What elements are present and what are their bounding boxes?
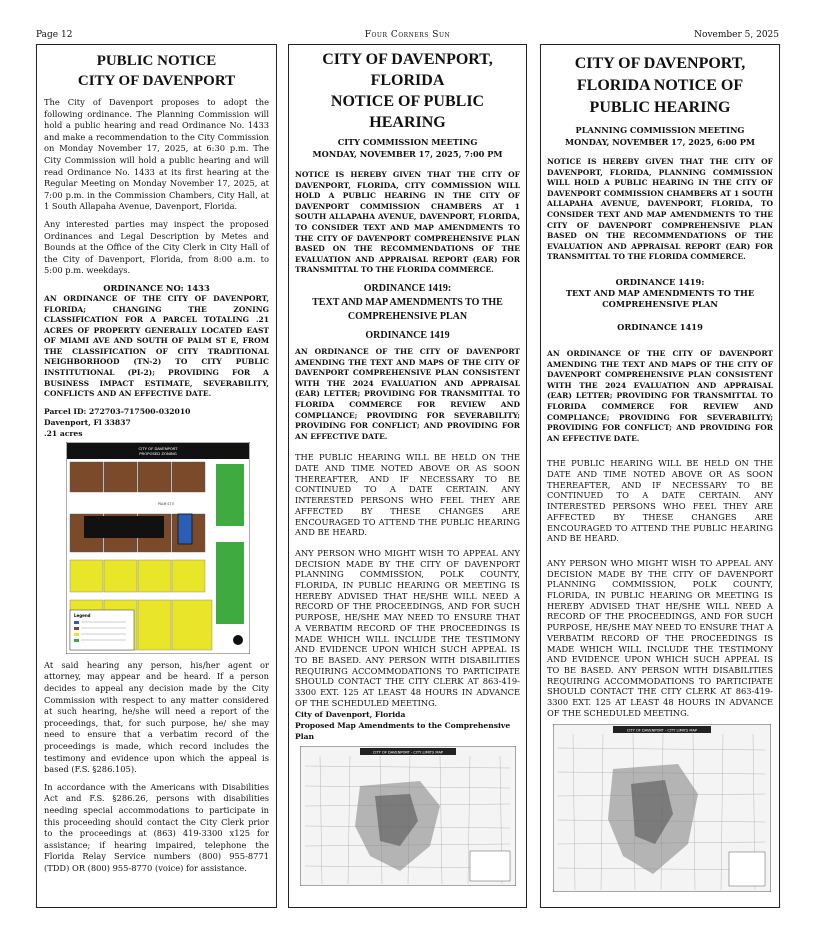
intro-paragraph: The City of Davenport proposes to adopt the following ordinance. The Planning Commission will hold a public hearing and read Ordinance No. 1433 and make a recommendation to the City Commission on Monday November 17, 2025, at 6:30 p.m. The City Commission will hold a public hearing and will read Ordinance No. 1433 at its first hearing at the Regular Meeting on Monday November 17, 2025, at 7:00 p.m. in the Commission Chambers, City Hall, at 1 South Allapaha Avenue, Davenport, Florida. (44, 97, 269, 212)
issue-date: November 5, 2025 (694, 30, 779, 40)
ordinance-heading-line2: TEXT AND MAP AMENDMENTS TO THE (565, 287, 755, 298)
ordinance-text: AN ORDINANCE OF THE CITY OF DAVENPORT, FLORIDA; CHANGING THE ZONING CLASSIFICATION FOR A PARCEL TOTALING .21 ACRES OF PROPERTY GENERALLY LOCATED EAST OF MIAMI AVE AND SOUTH OF PALM ST E, FROM THE CLASSIFICATION OF CITY TRADITIONAL NEIGHBORHOOD (TN-2) TO CITY PUBLIC INSTITUTIONAL (PI-2); PROVIDING FOR A BUSINESS IMPACT ESTIMATE, SEVERABILITY, CONFLICTS AND AN EFFECTIVE DATE. (44, 293, 269, 399)
zoning-map-legend: Legend (74, 612, 91, 618)
meeting-datetime: MONDAY, NOVEMBER 17, 2025, 7:00 PM (312, 149, 503, 159)
meeting-name: PLANNING COMMISSION MEETING (575, 125, 745, 135)
hearing-text: THE PUBLIC HEARING WILL BE HELD ON THE DATE AND TIME NOTED ABOVE OR AS SOON THEREAFTER, AND IF NECESSARY TO BE CONTINUED TO A DATE CERTAIN. ANY INTERESTED PERSONS WHO FEEL THEY ARE AFFECTED BY THESE CHANGES ARE ENCOURAGED TO ATTEND THE PUBLIC HEARING AND BE HEARD. (295, 452, 520, 538)
appeal-text: ANY PERSON WHO MIGHT WISH TO APPEAL ANY DECISION MADE BY THE CITY OF DAVENPORT PLANNING COMMISSION, POLK COUNTY, FLORIDA, IN PUBLIC HEARING OR MEETING IS HEREBY ADVISED THAT HE/SHE WILL NEED A RECORD OF THE PROCEEDINGS, AND FOR SUCH PURPOSE, HE/SHE MAY NEED TO ENSURE THAT A VERBATIM RECORD OF THE PROCEEDINGS IS MADE WHICH WILL INCLUDE THE TESTIMONY AND EVIDENCE UPON WHICH SUCH APPEAL IS TO BE BASED. ANY PERSON WITH DISABILITIES REQUIRING ACCOMMODATIONS TO PARTICIPATE SHOULD CONTACT THE CITY CLERK AT 863-419-3300 EXT. 125 AT LEAST 48 HOURS IN ADVANCE OF THE SCHEDULED MEETING. (547, 557, 773, 718)
ordinance-heading-line2: TEXT AND MAP AMENDMENTS TO THE (312, 296, 503, 308)
notice-title-line2: FLORIDA NOTICE OF (576, 77, 744, 94)
ordinance-heading: ORDINANCE 1419: (363, 282, 452, 294)
signature-city: City of Davenport, Florida (295, 710, 406, 720)
page-number: Page 12 (36, 30, 73, 40)
notice-title: CITY OF DAVENPORT, (574, 55, 746, 72)
notice-subtitle: NOTICE OF PUBLIC HEARING (330, 93, 485, 131)
zoning-map-street: PALM ST E (158, 501, 175, 506)
parcel-city: Davenport, Fl 33837 (44, 417, 131, 427)
notice-text: NOTICE IS HEREBY GIVEN THAT THE CITY OF DAVENPORT, FLORIDA, CITY COMMISSION WILL HOLD A PUBLIC HEARING IN THE CITY OF DAVENPORT COMMISSION CHAMBERS AT 1 SOUTH ALLAPAHA AVENUE, DAVENPORT, FLORIDA, TO CONSIDER TEXT AND MAP AMENDMENTS TO THE CITY OF DAVENPORT COMPREHENSIVE PLAN BASED ON THE RECOMMENDATIONS OF THE EVALUATION AND APPRAISAL REPORT (EAR) FOR TRANSMITTAL TO THE FLORIDA COMMERCE. (295, 170, 520, 275)
inspection-paragraph: Any interested parties may inspect the proposed Ordinances and Legal Description by Metes and Bounds at the Office of the City Clerk in City Hall of the City of Davenport, Florida, from 8:00 a.m. to 5:00 p.m. weekdays. (44, 218, 269, 276)
notice-title: CITY OF DAVENPORT, FLORIDA (322, 51, 493, 89)
city-limits-map (553, 724, 771, 892)
public-notice-ordinance-1433 (36, 44, 277, 908)
notice-text: NOTICE IS HEREBY GIVEN THAT THE CITY OF DAVENPORT, FLORIDA, PLANNING COMMISSION WILL HOLD A PUBLIC HEARING IN THE CITY OF DAVENPORT COMMISSION CHAMBERS AT 1 SOUTH ALLAPAHA AVENUE, DAVENPORT, FLORIDA, TO CONSIDER TEXT AND MAP AMENDMENTS TO THE CITY OF DAVENPORT COMPREHENSIVE PLAN BASED ON THE RECOMMENDATIONS OF THE EVALUATION AND APPRAISAL REPORT (EAR) FOR TRANSMITTAL TO THE FLORIDA COMMERCE. (547, 157, 773, 262)
ordinance-text: AN ORDINANCE OF THE CITY OF DAVENPORT AMENDING THE TEXT AND MAPS OF THE CITY OF DAVENPORT COMPREHENSIVE PLAN CONSISTENT WITH THE 2024 EVALUATION AND APPRAISAL (EAR) LETTER; PROVIDING FOR TRANSMITTAL TO FLORIDA COMMERCE FOR REVIEW AND COMPLIANCE; PROVIDING FOR SEVERABILITY; PROVIDING FOR CONFLICT; AND PROVIDING FOR AN EFFECTIVE DATE. (295, 346, 520, 441)
notice-title: PUBLIC NOTICE CITY OF DAVENPORT (77, 53, 236, 89)
appeal-text: ANY PERSON WHO MIGHT WISH TO APPEAL ANY DECISION MADE BY THE CITY OF DAVENPORT PLANNING COMMISSION, POLK COUNTY, FLORIDA, IN PUBLIC HEARING OR MEETING IS HEREBY ADVISED THAT HE/SHE WILL NEED A RECORD OF THE PROCEEDINGS, AND FOR SUCH PURPOSE, HE/SHE MAY NEED TO ENSURE THAT A VERBATIM RECORD OF THE PROCEEDINGS IS MADE WHICH WILL INCLUDE THE TESTIMONY AND EVIDENCE UPON WHICH SUCH APPEAL IS TO BE BASED. ANY PERSON WITH DISABILITIES REQUIRING ACCOMMODATIONS TO PARTICIPATE SHOULD CONTACT THE CITY CLERK AT 863-419-3300 EXT. 125 AT LEAST 48 HOURS IN ADVANCE OF THE SCHEDULED MEETING. (295, 547, 520, 708)
ordinance-number: ORDINANCE 1419 (617, 321, 703, 332)
hearing-paragraph: At said hearing any person, his/her agent or attorney, may appear and be heard. If a person decides to appeal any decision made by the City Commission with respect to any matter considered at such hearing, he/she will need a report of the proceedings, that, for such purpose, he/ she may need to ensure that a verbatim record of the proceedings is made, which record includes the testimony and evidence upon which the appeal is based (F.S. §286.105). (44, 659, 269, 775)
ordinance-text: AN ORDINANCE OF THE CITY OF DAVENPORT AMENDING THE TEXT AND MAPS OF THE CITY OF DAVENPORT COMPREHENSIVE PLAN CONSISTENT WITH THE 2024 EVALUATION AND APPRAISAL (EAR) LETTER; PROVIDING FOR TRANSMITTAL TO FLORIDA COMMERCE FOR REVIEW AND COMPLIANCE; PROVIDING FOR SEVERABILITY; PROVIDING FOR CONFLICT; AND PROVIDING FOR AN EFFECTIVE DATE. (547, 348, 773, 443)
city-limits-map-title: CITY OF DAVENPORT - CITY LIMITS MAP (372, 750, 443, 755)
ordinance-heading-line3: COMPREHENSIVE PLAN (347, 310, 468, 322)
meeting-datetime: MONDAY, NOVEMBER 17, 2025, 6:00 PM (565, 137, 755, 147)
hearing-text: THE PUBLIC HEARING WILL BE HELD ON THE DATE AND TIME NOTED ABOVE OR AS SOON THEREAFTER, AND IF NECESSARY TO BE CONTINUED TO A DATE CERTAIN. ANY INTERESTED PERSONS WHO FEEL THEY ARE AFFECTED BY THESE CHANGES ARE ENCOURAGED TO ATTEND THE PUBLIC HEARING AND BE HEARD. (547, 458, 773, 544)
parcel-acres: .21 acres (44, 428, 83, 438)
city-limits-map-title: CITY OF DAVENPORT - CITY LIMITS MAP (626, 728, 698, 733)
newspaper-name: Four Corners Sun (364, 30, 451, 40)
meeting-name: CITY COMMISSION MEETING (337, 137, 478, 147)
notice-title-line3: PUBLIC HEARING (589, 99, 731, 116)
ordinance-number: ORDINANCE 1419 (365, 329, 450, 341)
ordinance-heading-line3: COMPREHENSIVE PLAN (602, 298, 718, 309)
parcel-id: Parcel ID: 272703-717500-032010 (44, 406, 191, 416)
zoning-map-subtitle: PROPOSED ZONING (139, 450, 177, 456)
city-limits-map (300, 746, 516, 886)
signature-caption: Proposed Map Amendments to the Comprehensive Plan (295, 721, 511, 742)
zoning-map-title: CITY OF DAVENPORT (138, 445, 178, 451)
ada-paragraph: In accordance with the Americans with Disabilities Act and F.S. §286.26, persons with disabilities needing special accommodations to participate in this proceeding should contact the City Clerk prior to the proceedings at (863) 419-3300 x125 for assistance; if hearing impaired, telephone the Florida Relay Service numbers (800) 955-8771 (TDD) OR (800) 955-8770 (voice) for assistance. (44, 781, 269, 873)
notice-city-commission (288, 44, 527, 908)
ordinance-heading: ORDINANCE 1419: (615, 276, 705, 287)
notice-planning-commission (540, 44, 780, 908)
ordinance-label: ORDINANCE NO: 1433 (103, 282, 210, 293)
page-header (36, 30, 779, 44)
zoning-map (66, 442, 250, 654)
